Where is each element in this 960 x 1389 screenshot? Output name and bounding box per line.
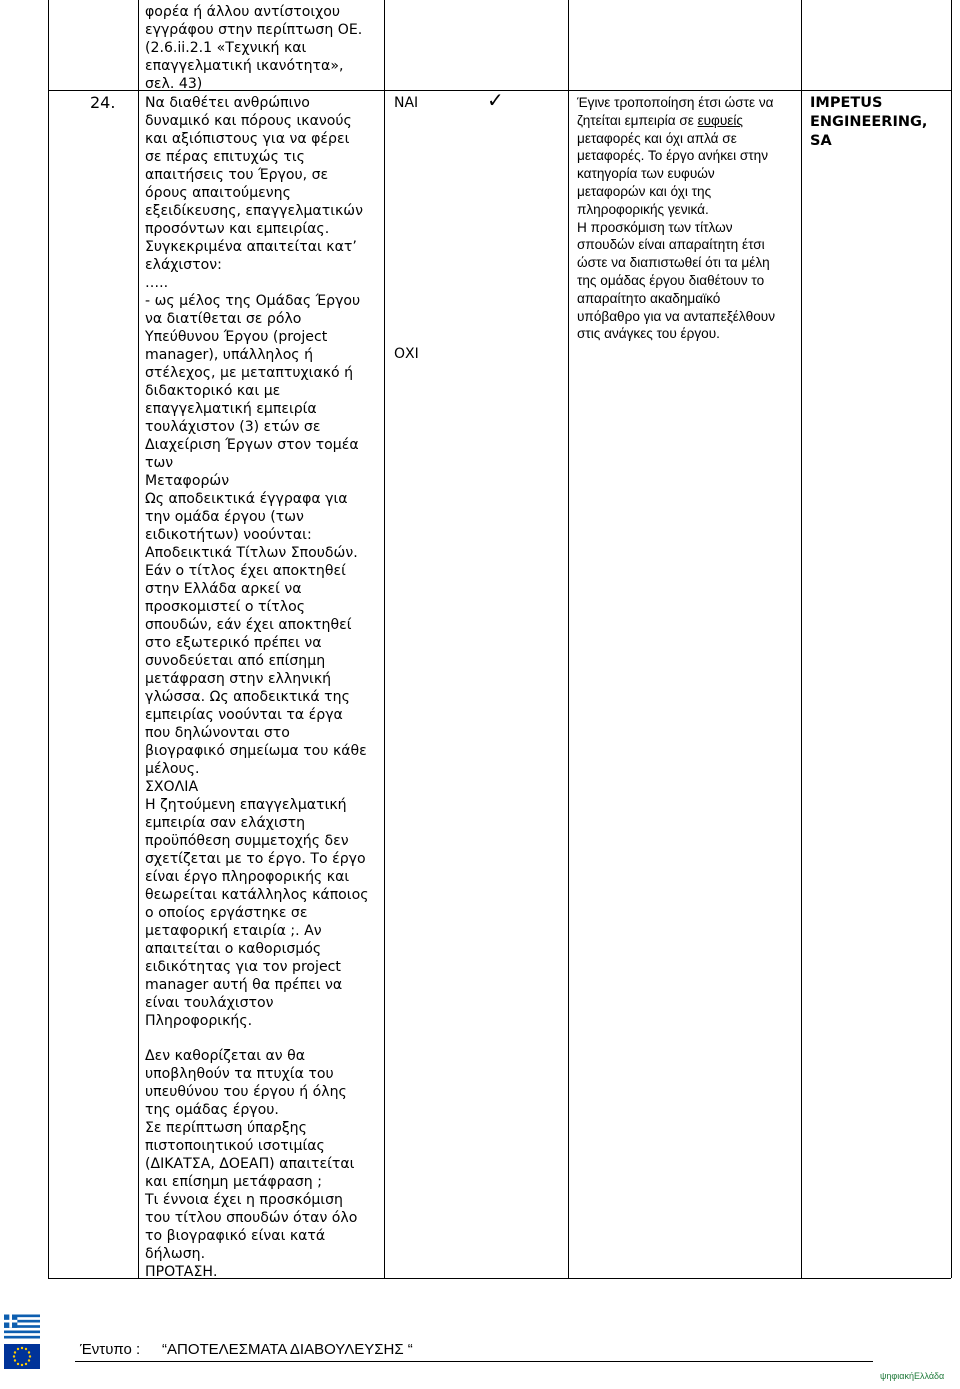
table-border-right: [951, 0, 952, 1278]
notes-line: στις ανάγκες του έργου.: [577, 326, 720, 342]
notes-line: κατηγορία των ευφυών: [577, 166, 715, 182]
requirement-line: manager), υπάλληλος ή: [145, 347, 313, 363]
requirement-line: σελ. 43): [145, 76, 203, 92]
table-border-4: [801, 0, 802, 1278]
requirement-line: όρους απαιτούμενης: [145, 185, 291, 201]
requirement-line: προϋπόθεση συμμετοχής δεν: [145, 833, 349, 849]
proposal-text: [145, 1047, 381, 1281]
requirement-line: τουλάχιστον (3) ετών σε: [145, 419, 321, 435]
requirement-line: σπουδών, εάν έχει αποκτηθεί: [145, 617, 352, 633]
requirement-line: στην Ελλάδα αρκεί να: [145, 581, 302, 597]
requirement-line: Πληροφορικής.: [145, 1013, 253, 1029]
requirement-line: εμπειρία σαν ελάχιστη: [145, 815, 306, 831]
notes-line: μεταφορές. Το έργο ανήκει στην: [577, 148, 769, 164]
requirement-line: (2.6.ii.2.1 «Τεχνική και: [145, 40, 307, 56]
table-border-1: [138, 0, 139, 1278]
proposal-line: (ΔΙΚΑΤΣΑ, ΔΟΕΑΠ) απαιτείται: [145, 1156, 355, 1172]
requirement-line: γλώσσα. Ως αποδεικτικά της: [145, 689, 350, 705]
requirement-line: των: [145, 455, 174, 471]
notes-line: μεταφορές και όχι απλά σε: [577, 130, 737, 146]
requirement-line: manager αυτή θα πρέπει να: [145, 977, 343, 993]
notes-line: ζητείται εμπειρία σε ευφυείς: [577, 112, 743, 128]
requirement-line: …..: [145, 275, 169, 291]
response-notes: [577, 94, 799, 343]
requirement-line: να διατίθεται σε ρόλο: [145, 311, 302, 327]
requirement-line: Μεταφορών: [145, 473, 230, 489]
requirement-line: Συγκεκριμένα απαιτείται κατ’: [145, 239, 357, 255]
notes-line: ώστε να διαπιστωθεί ότι τα μέλη: [577, 255, 770, 271]
requirement-line: συνοδεύεται από επίσημη: [145, 653, 326, 669]
requirement-line: Ως αποδεικτικά έγγραφα για: [145, 491, 348, 507]
requirement-line: σε πέρας επιτυχώς τις: [145, 149, 305, 165]
requirement-line: ο οποίος εργάστηκε σε: [145, 905, 308, 921]
answer-no: ΟΧΙ: [394, 346, 419, 362]
previous-requirement-tail: [145, 3, 381, 93]
notes-line: Έγινε τροποποίηση έτσι ώστε να: [577, 95, 774, 110]
requirement-line: στο εξωτερικό πρέπει να: [145, 635, 322, 651]
check-mark-icon: ✓: [487, 88, 504, 112]
requirement-line: βιογραφικό σημείωμα του κάθε: [145, 743, 367, 759]
requirement-line: σχετίζεται με το έργο. Το έργο: [145, 851, 366, 867]
requirement-line: διδακτορικό και με: [145, 383, 281, 399]
proposal-line: Σε περίπτωση ύπαρξης: [145, 1120, 307, 1136]
requirement-line: προσόντων και εμπειρίας.: [145, 221, 330, 237]
requirement-line: είναι τουλάχιστον: [145, 995, 274, 1011]
form-title: “ΑΠΟΤΕΛΕΣΜΑΤΑ ΔΙΑΒΟΥΛΕΥΣΗΣ “: [162, 1341, 413, 1358]
proposal-line: του τίτλου σπουδών όταν όλο: [145, 1210, 358, 1226]
requirement-line: θεωρείται κατάλληλος κάποιος: [145, 887, 369, 903]
requirement-line: Εάν ο τίτλος έχει αποκτηθεί: [145, 563, 346, 579]
notes-line: σπουδών είναι απαραίτητη έτσι: [577, 237, 765, 253]
footer-rule: [75, 1361, 873, 1362]
greek-flag-icon: [4, 1314, 40, 1339]
requirement-line: ειδικοτήτων) νοούνται:: [145, 527, 312, 543]
requirement-line: Διαχείριση Έργων στον τομέα: [145, 437, 359, 453]
digital-greece-logo: ψηφιακήΕλλάδα: [880, 1371, 945, 1381]
requirement-line: επαγγελματική εμπειρία: [145, 401, 317, 417]
requirement-line: ελάχιστον:: [145, 257, 222, 273]
requirement-line: φορέα ή άλλου αντίστοιχου: [145, 4, 341, 20]
proposal-line: υπευθύνου του έργου ή όλης: [145, 1084, 347, 1100]
proposal-line: δήλωση.: [145, 1246, 206, 1262]
requirement-line: Υπεύθυνου Έργου (project: [145, 329, 328, 345]
table-border-2: [384, 0, 385, 1278]
proposal-line: πιστοποιητικού ισοτιμίας: [145, 1138, 325, 1154]
notes-line: υπόβαθρο για να ανταπεξέλθουν: [577, 308, 775, 324]
requirement-line: ειδικότητας για τον project: [145, 959, 341, 975]
requirement-line: - ως μέλος της Ομάδας Έργου: [145, 293, 361, 309]
requirement-line: την ομάδα έργου (των: [145, 509, 304, 525]
company-name: IMPETUS ENGINEERING, SA: [810, 95, 928, 149]
proposal-line: ΠΡΟΤΑΣΗ.: [145, 1264, 218, 1280]
requirement-line: επαγγελματική ικανότητα»,: [145, 58, 344, 74]
requirement-line: είναι έργο πληροφορικής και: [145, 869, 350, 885]
proposal-line: της ομάδας έργου.: [145, 1102, 279, 1118]
underlined-term: ευφυείς: [697, 112, 743, 128]
proposal-line: Δεν καθορίζεται αν θα: [145, 1048, 306, 1064]
proposal-line: το βιογραφικό είναι κατά: [145, 1228, 326, 1244]
notes-line: μεταφορών και όχι της: [577, 183, 712, 199]
requirement-line: ΣΧΟΛΙΑ: [145, 779, 199, 795]
table-border-left: [48, 0, 49, 1278]
requirement-line: και αξιόπιστους για να φέρει: [145, 131, 350, 147]
requirement-line: Να διαθέτει ανθρώπινο: [145, 95, 310, 111]
requirement-line: Η ζητούμενη επαγγελματική: [145, 797, 347, 813]
requirement-line: στέλεχος, με μεταπτυχιακό ή: [145, 365, 354, 381]
requirement-line: εγγράφου στην περίπτωση ΟΕ.: [145, 22, 363, 38]
notes-line: Η προσκόμιση των τίτλων: [577, 219, 733, 235]
notes-line: της ομάδας έργου διαθέτουν το: [577, 272, 765, 288]
requirement-line: προσκομιστεί ο τίτλος: [145, 599, 306, 615]
requirement-line: μέλους.: [145, 761, 200, 777]
proposal-line: υποβληθούν τα πτυχία του: [145, 1066, 334, 1082]
requirement-line: δυναμικό και πόρους ικανούς: [145, 113, 352, 129]
requirement-line: απαιτήσεις του Έργου, σε: [145, 167, 329, 183]
requirement-line: εξειδίκευσης, επαγγελματικών: [145, 203, 363, 219]
notes-line: πληροφορικής γενικά.: [577, 201, 709, 217]
requirement-line: μετάφραση στην ελληνική: [145, 671, 332, 687]
requirement-line: μεταφορική εταιρία ;. Αν: [145, 923, 322, 939]
proposal-line: Τι έννοια έχει η προσκόμιση: [145, 1192, 343, 1208]
requirement-line: εμπειρίας νοούνται τα έργα: [145, 707, 343, 723]
requirement-line: που δηλώνονται στο: [145, 725, 290, 741]
requirement-line: Αποδεικτικά Τίτλων Σπουδών.: [145, 545, 358, 561]
answer-yes: ΝΑΙ: [394, 95, 419, 111]
notes-line: απαραίτητο ακαδημαϊκό: [577, 290, 721, 306]
table-border-3: [568, 0, 569, 1278]
row-number: 24.: [90, 93, 116, 112]
requirement-line: απαιτείται ο καθορισμός: [145, 941, 322, 957]
proposal-line: και επίσημη μετάφραση ;: [145, 1174, 322, 1190]
form-label: Έντυπο :: [80, 1341, 141, 1358]
eu-flag-icon: [4, 1344, 40, 1369]
requirement-text: [145, 94, 381, 1030]
